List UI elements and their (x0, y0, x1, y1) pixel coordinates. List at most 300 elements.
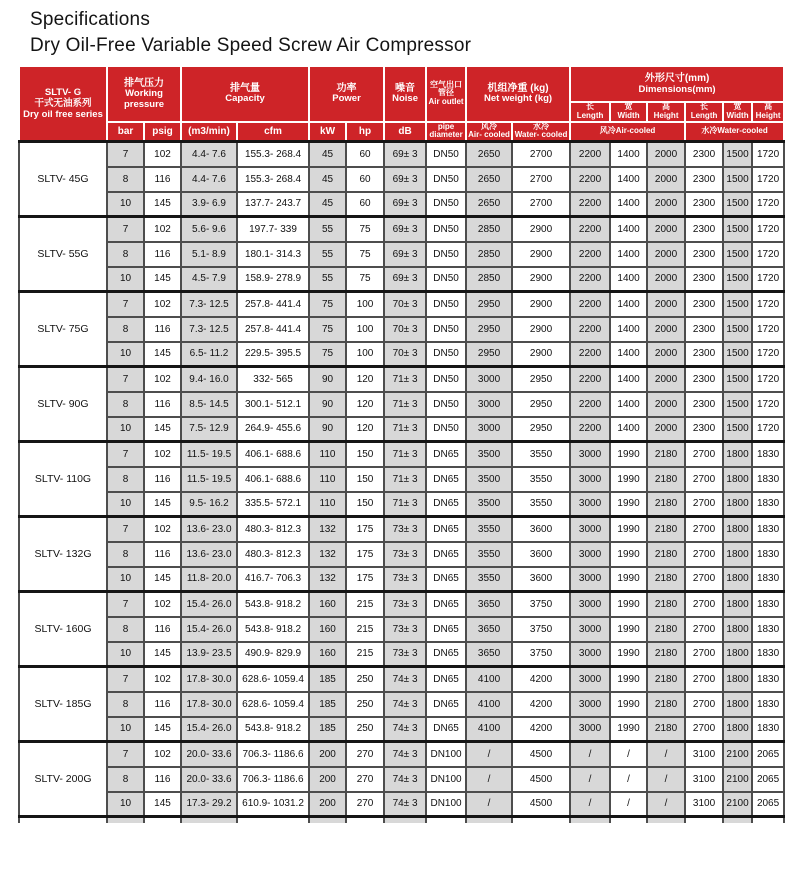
table-cell: 3000 (570, 442, 610, 467)
table-cell: 3750 (512, 617, 570, 642)
table-cell: 200 (309, 767, 346, 792)
table-cell: 1400 (610, 142, 647, 167)
table-cell: 2200 (570, 242, 610, 267)
table-cell: 73± 3 (384, 517, 426, 542)
table-cell: 17.8- 30.0 (181, 667, 237, 692)
table-cell: 2300 (685, 367, 723, 392)
table-cell: 11.8- 20.0 (181, 567, 237, 592)
table-cell (466, 817, 512, 823)
table-cell: DN65 (426, 642, 466, 667)
table-cell: DN65 (426, 517, 466, 542)
table-cell: 69± 3 (384, 217, 426, 242)
table-cell: 3550 (466, 542, 512, 567)
table-cell: 145 (144, 642, 181, 667)
table-cell: 137.7- 243.7 (237, 192, 309, 217)
table-cell: 1720 (752, 192, 784, 217)
table-cell: 13.6- 23.0 (181, 517, 237, 542)
table-cell: 543.8- 918.2 (237, 617, 309, 642)
table-cell: 60 (346, 167, 384, 192)
table-cell: 8.5- 14.5 (181, 392, 237, 417)
table-cell: 71± 3 (384, 367, 426, 392)
table-cell: 4100 (466, 717, 512, 742)
table-cell: DN50 (426, 192, 466, 217)
table-cell: 1990 (610, 542, 647, 567)
table-row (19, 367, 784, 392)
table-cell: 1500 (723, 142, 752, 167)
table-cell: 116 (144, 317, 181, 342)
table-cell: 1720 (752, 267, 784, 292)
table-cell: 150 (346, 467, 384, 492)
model-cell: SLTV- 200G (19, 742, 107, 817)
table-cell: 2300 (685, 242, 723, 267)
table-cell: 90 (309, 417, 346, 442)
table-cell: 2180 (647, 567, 685, 592)
table-cell: 2700 (512, 167, 570, 192)
table-cell: 3000 (570, 717, 610, 742)
table-cell: 3500 (466, 467, 512, 492)
table-cell: 73± 3 (384, 567, 426, 592)
table-cell: 90 (309, 392, 346, 417)
table-cell: 3100 (685, 742, 723, 767)
header-noise: 噪音 Noise (384, 66, 426, 122)
table-cell: 2100 (723, 767, 752, 792)
table-cell: 2300 (685, 167, 723, 192)
table-cell: 1500 (723, 292, 752, 317)
table-cell: 15.4- 26.0 (181, 617, 237, 642)
table-cell: 10 (107, 192, 144, 217)
table-cell: 1720 (752, 417, 784, 442)
table-cell: DN50 (426, 292, 466, 317)
table-cell: 1500 (723, 417, 752, 442)
table-cell: 1830 (752, 592, 784, 617)
table-cell: 406.1- 688.6 (237, 442, 309, 467)
table-cell: 1800 (723, 567, 752, 592)
table-cell: 1720 (752, 342, 784, 367)
table-cell: 1800 (723, 642, 752, 667)
table-cell: 2900 (512, 242, 570, 267)
table-cell: 3000 (570, 567, 610, 592)
table-cell: 1400 (610, 342, 647, 367)
table-cell: 1400 (610, 192, 647, 217)
table-cell: 2000 (647, 267, 685, 292)
table-cell: 10 (107, 267, 144, 292)
table-cell: 102 (144, 742, 181, 767)
table-row (19, 717, 784, 742)
table-cell: 100 (346, 292, 384, 317)
table-row (19, 342, 784, 367)
table-cell: 8 (107, 617, 144, 642)
table-cell: DN65 (426, 542, 466, 567)
table-cell: 2180 (647, 542, 685, 567)
table-cell: 3650 (466, 617, 512, 642)
table-cell: 3550 (466, 517, 512, 542)
table-cell: 2300 (685, 142, 723, 167)
table-cell (610, 817, 647, 823)
table-cell: 102 (144, 217, 181, 242)
table-cell: 116 (144, 542, 181, 567)
table-cell: 15.4- 26.0 (181, 592, 237, 617)
table-cell: 2200 (570, 367, 610, 392)
table-cell (181, 817, 237, 823)
table-cell: 2300 (685, 417, 723, 442)
table-cell: 2300 (685, 217, 723, 242)
table-cell: 2300 (685, 392, 723, 417)
table-cell: 3550 (512, 492, 570, 517)
table-cell: / (570, 742, 610, 767)
table-cell: 4100 (466, 667, 512, 692)
table-cell: 1400 (610, 417, 647, 442)
table-cell: 7.3- 12.5 (181, 292, 237, 317)
table-cell: 2000 (647, 192, 685, 217)
table-cell: 2700 (512, 192, 570, 217)
table-cell: 70± 3 (384, 342, 426, 367)
table-cell: 145 (144, 342, 181, 367)
table-cell: / (647, 792, 685, 817)
table-cell: 74± 3 (384, 742, 426, 767)
table-cell: 8 (107, 467, 144, 492)
table-cell: 2700 (685, 617, 723, 642)
table-cell: 1400 (610, 317, 647, 342)
table-cell: 74± 3 (384, 767, 426, 792)
table-cell: 45 (309, 192, 346, 217)
model-cell: SLTV- 90G (19, 367, 107, 442)
table-cell: 2700 (685, 442, 723, 467)
table-cell: 10 (107, 342, 144, 367)
table-cell: 75 (309, 292, 346, 317)
table-cell: 145 (144, 567, 181, 592)
table-cell: 3600 (512, 567, 570, 592)
table-cell: 257.8- 441.4 (237, 292, 309, 317)
table-cell: 73± 3 (384, 592, 426, 617)
header-dimensions-air-cooled: 风冷Air-cooled (570, 122, 685, 142)
table-cell: 4200 (512, 692, 570, 717)
table-cell: 2000 (647, 242, 685, 267)
table-cell: 17.3- 29.2 (181, 792, 237, 817)
table-cell: 116 (144, 767, 181, 792)
table-cell: 270 (346, 767, 384, 792)
table-cell: 71± 3 (384, 392, 426, 417)
table-cell: 45 (309, 142, 346, 167)
table-cell: 100 (346, 342, 384, 367)
table-cell: DN50 (426, 267, 466, 292)
table-cell: 406.1- 688.6 (237, 467, 309, 492)
table-cell: 1830 (752, 642, 784, 667)
table-cell: 145 (144, 267, 181, 292)
header-net-weight: 机组净重 (kg) Net weight (kg) (466, 66, 570, 122)
table-cell: 145 (144, 492, 181, 517)
table-row-partial (19, 817, 784, 823)
table-cell: 3000 (570, 692, 610, 717)
table-cell: 2200 (570, 292, 610, 317)
table-cell: 1830 (752, 492, 784, 517)
header-unit-cfm: cfm (237, 122, 309, 142)
table-cell: 1830 (752, 542, 784, 567)
table-cell: 7 (107, 217, 144, 242)
table-cell: 185 (309, 667, 346, 692)
header-unit-bar: bar (107, 122, 144, 142)
table-cell: 215 (346, 642, 384, 667)
table-cell: 1720 (752, 242, 784, 267)
table-cell: 480.3- 812.3 (237, 517, 309, 542)
table-cell: 175 (346, 542, 384, 567)
table-cell: 250 (346, 692, 384, 717)
table-cell: 150 (346, 492, 384, 517)
table-cell: 2000 (647, 167, 685, 192)
header-height-water: 高 Height (752, 102, 784, 122)
table-cell: 2200 (570, 417, 610, 442)
table-cell: 2950 (466, 292, 512, 317)
table-row (19, 217, 784, 242)
table-cell: 1720 (752, 392, 784, 417)
header-capacity: 排气量 Capacity (181, 66, 309, 122)
table-cell: 69± 3 (384, 167, 426, 192)
header-model-series (19, 66, 107, 142)
table-cell: 1800 (723, 467, 752, 492)
table-cell: 110 (309, 492, 346, 517)
table-cell: 10 (107, 567, 144, 592)
table-cell: 4200 (512, 667, 570, 692)
table-row (19, 642, 784, 667)
table-cell: 1400 (610, 267, 647, 292)
table-cell: 5.1- 8.9 (181, 242, 237, 267)
table-cell: 3550 (512, 467, 570, 492)
header-length-water: 长 Length (685, 102, 723, 122)
table-cell: 3550 (512, 442, 570, 467)
table-cell: 706.3- 1186.6 (237, 767, 309, 792)
model-cell: SLTV- 160G (19, 592, 107, 667)
table-cell: DN50 (426, 342, 466, 367)
table-cell: 2700 (685, 717, 723, 742)
table-cell: 116 (144, 692, 181, 717)
table-cell: 1720 (752, 317, 784, 342)
table-cell: 175 (346, 567, 384, 592)
table-cell: 74± 3 (384, 692, 426, 717)
table-cell: 543.8- 918.2 (237, 717, 309, 742)
table-cell: 2200 (570, 142, 610, 167)
table-cell: 706.3- 1186.6 (237, 742, 309, 767)
table-cell: 2180 (647, 592, 685, 617)
table-cell: 69± 3 (384, 142, 426, 167)
table-cell: 4500 (512, 742, 570, 767)
table-cell: 75 (346, 267, 384, 292)
table-cell: 17.8- 30.0 (181, 692, 237, 717)
table-cell: 10 (107, 417, 144, 442)
table-cell: 7.5- 12.9 (181, 417, 237, 442)
table-cell: 3000 (570, 592, 610, 617)
table-cell: 9.5- 16.2 (181, 492, 237, 517)
table-cell: 71± 3 (384, 467, 426, 492)
table-cell: 7 (107, 592, 144, 617)
table-cell: 3000 (570, 492, 610, 517)
table-cell: 8 (107, 167, 144, 192)
table-cell: 2700 (685, 592, 723, 617)
table-cell: 1830 (752, 692, 784, 717)
table-cell: 74± 3 (384, 717, 426, 742)
table-row (19, 467, 784, 492)
table-cell: 4.4- 7.6 (181, 167, 237, 192)
table-cell: 2700 (685, 667, 723, 692)
table-cell: 490.9- 829.9 (237, 642, 309, 667)
table-row (19, 742, 784, 767)
table-cell: 155.3- 268.4 (237, 142, 309, 167)
table-cell: 102 (144, 592, 181, 617)
table-cell: 2000 (647, 367, 685, 392)
table-cell: 102 (144, 667, 181, 692)
table-cell: 1720 (752, 292, 784, 317)
table-cell: 2650 (466, 167, 512, 192)
table-row (19, 417, 784, 442)
table-cell: 1830 (752, 567, 784, 592)
table-cell: 1500 (723, 167, 752, 192)
table-cell: 1800 (723, 717, 752, 742)
table-cell: 2000 (647, 142, 685, 167)
table-row (19, 692, 784, 717)
table-cell: 2950 (512, 417, 570, 442)
table-cell: 1830 (752, 617, 784, 642)
table-cell: 158.9- 278.9 (237, 267, 309, 292)
table-cell: 1400 (610, 292, 647, 317)
table-cell: 3500 (466, 492, 512, 517)
table-cell: 70± 3 (384, 317, 426, 342)
table-cell: 1830 (752, 517, 784, 542)
table-cell: 264.9- 455.6 (237, 417, 309, 442)
header-power: 功率 Power (309, 66, 384, 122)
header-pipe-diameter: pipe diameter (426, 122, 466, 142)
table-cell: 2700 (512, 142, 570, 167)
table-cell: 185 (309, 692, 346, 717)
table-cell: 4500 (512, 767, 570, 792)
table-cell: 2700 (685, 492, 723, 517)
table-cell: DN65 (426, 667, 466, 692)
table-cell: 145 (144, 717, 181, 742)
model-cell: SLTV- 132G (19, 517, 107, 592)
table-cell: 480.3- 812.3 (237, 542, 309, 567)
table-row (19, 317, 784, 342)
table-cell: 2300 (685, 317, 723, 342)
table-cell: 1830 (752, 667, 784, 692)
table-cell: 3650 (466, 642, 512, 667)
table-cell: 1990 (610, 567, 647, 592)
table-cell: 102 (144, 517, 181, 542)
table-cell: 55 (309, 242, 346, 267)
table-cell: 5.6- 9.6 (181, 217, 237, 242)
table-cell: 102 (144, 442, 181, 467)
table-cell: 1990 (610, 592, 647, 617)
model-cell: SLTV- 55G (19, 217, 107, 292)
table-cell: 4500 (512, 792, 570, 817)
table-cell: 2700 (685, 542, 723, 567)
table-cell: DN50 (426, 167, 466, 192)
header-weight-water-cooled: 水冷 Water- cooled (512, 122, 570, 142)
table-cell: 2900 (512, 342, 570, 367)
table-cell: 3000 (466, 417, 512, 442)
table-cell: 1800 (723, 517, 752, 542)
table-cell: 11.5- 19.5 (181, 467, 237, 492)
table-cell: 2180 (647, 492, 685, 517)
table-cell: 15.4- 26.0 (181, 717, 237, 742)
table-cell: 2180 (647, 442, 685, 467)
table-cell: 2180 (647, 517, 685, 542)
table-cell: 71± 3 (384, 442, 426, 467)
table-row (19, 392, 784, 417)
table-cell: 8 (107, 317, 144, 342)
table-cell: 160 (309, 617, 346, 642)
table-cell: 1990 (610, 717, 647, 742)
table-cell: 2100 (723, 742, 752, 767)
model-cell: SLTV- 185G (19, 667, 107, 742)
table-cell: 8 (107, 392, 144, 417)
header-model-line1: SLTV- G (44, 86, 82, 98)
table-cell: 2180 (647, 717, 685, 742)
table-cell: 7 (107, 142, 144, 167)
table-cell: 2650 (466, 192, 512, 217)
table-cell: 1990 (610, 692, 647, 717)
table-cell: 1400 (610, 217, 647, 242)
table-cell: 1500 (723, 242, 752, 267)
table-cell: 2000 (647, 317, 685, 342)
table-cell: / (610, 742, 647, 767)
table-cell: 1830 (752, 467, 784, 492)
table-cell: 1400 (610, 392, 647, 417)
header-unit-psig: psig (144, 122, 181, 142)
table-cell: 116 (144, 167, 181, 192)
table-cell: 332- 565 (237, 367, 309, 392)
table-cell: DN65 (426, 467, 466, 492)
table-cell: / (570, 767, 610, 792)
table-row (19, 442, 784, 467)
table-cell: 3000 (570, 517, 610, 542)
table-cell: 416.7- 706.3 (237, 567, 309, 592)
table-cell (723, 817, 752, 823)
table-cell: 69± 3 (384, 267, 426, 292)
table-cell (512, 817, 570, 823)
table-cell: 102 (144, 292, 181, 317)
table-cell: 335.5- 572.1 (237, 492, 309, 517)
table-cell: / (647, 742, 685, 767)
header-length-air: 长 Length (570, 102, 610, 122)
table-cell: 2000 (647, 417, 685, 442)
table-cell: 75 (346, 217, 384, 242)
table-cell: / (610, 792, 647, 817)
table-cell: 1800 (723, 492, 752, 517)
table-cell: 2200 (570, 342, 610, 367)
table-row (19, 517, 784, 542)
table-row (19, 267, 784, 292)
table-row (19, 592, 784, 617)
table-cell: 2950 (466, 342, 512, 367)
table-cell (426, 817, 466, 823)
table-cell: DN100 (426, 767, 466, 792)
table-cell: 1990 (610, 667, 647, 692)
table-cell: 1800 (723, 667, 752, 692)
table-cell (144, 817, 181, 823)
header-unit-m3min: (m3/min) (181, 122, 237, 142)
table-cell: 2300 (685, 192, 723, 217)
table-cell: 1800 (723, 542, 752, 567)
table-cell: 2100 (723, 792, 752, 817)
table-cell: 1800 (723, 692, 752, 717)
table-cell: DN50 (426, 317, 466, 342)
table-cell: 1500 (723, 267, 752, 292)
table-cell: 2900 (512, 267, 570, 292)
table-cell: 2065 (752, 767, 784, 792)
table-cell: 120 (346, 392, 384, 417)
table-cell: 3000 (466, 392, 512, 417)
table-cell: 1830 (752, 717, 784, 742)
table-cell: 70± 3 (384, 292, 426, 317)
table-cell: 116 (144, 617, 181, 642)
table-cell: 2900 (512, 217, 570, 242)
